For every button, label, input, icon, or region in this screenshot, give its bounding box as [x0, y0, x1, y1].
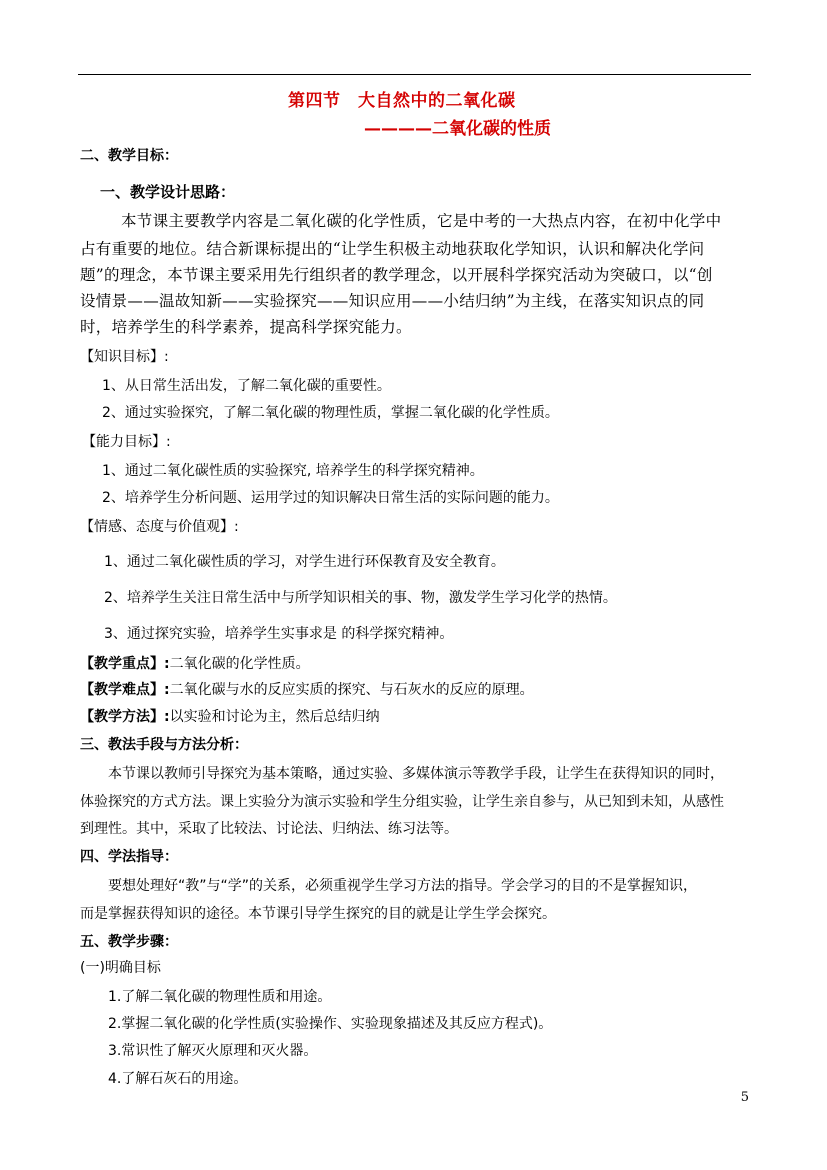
section-heading-objectives: 二、教学目标：	[80, 148, 178, 164]
step-item: 3.常识性了解灭火原理和灭火器。	[108, 1043, 318, 1059]
step-item: 2.掌握二氧化碳的化学性质(实验操作、实验现象描述及其反应方程式)。	[108, 1016, 553, 1032]
page-title: 第四节 大自然中的二氧化碳	[288, 91, 516, 111]
step-item: 1.了解二氧化碳的物理性质和用途。	[108, 989, 332, 1005]
emotion-item: 2、培养学生关注日常生活中与所学知识相关的事、物，激发学生学习化学的热情。	[104, 590, 617, 606]
section-heading-steps: 五、教学步骤：	[80, 934, 178, 950]
knowledge-heading: 【知识目标】:	[80, 349, 169, 365]
design-line: 占有重要的地位。结合新课标提出的“让学生积极主动地获取化学知识，认识和解决化学问	[80, 240, 705, 258]
section-heading-guidance: 四、学法指导：	[80, 849, 178, 865]
design-line: 本节课主要教学内容是二氧化碳的化学性质，它是中考的一大热点内容，在初中化学中	[121, 212, 722, 230]
difficulty-text: 二氧化碳与水的反应实质的探究、与石灰水的反应的原理。	[169, 682, 534, 698]
design-line: 设情景——温故知新——实验探究——知识应用——小结归纳”为主线，在落实知识点的同	[80, 292, 705, 310]
design-line: 题”的理念，本节课主要采用先行组织者的教学理念，以开展科学探究活动为突破口，以“创	[80, 266, 713, 284]
key-point	[80, 653, 310, 673]
method-label: 【教学方法】:	[80, 709, 170, 725]
difficulty-label: 【教学难点】:	[80, 682, 170, 698]
emotion-heading: 【情感、态度与价值观】:	[80, 519, 239, 535]
teaching-method	[80, 706, 380, 726]
analysis-line: 体验探究的方式方法。课上实验分为演示实验和学生分组实验，让学生亲自参与，从已知到未知，从感性	[80, 794, 724, 810]
section-heading-analysis: 三、教法手段与方法分析：	[80, 737, 248, 753]
page-number: 5	[740, 1090, 749, 1105]
method-text: 以实验和讨论为主，然后总结归纳	[169, 709, 380, 725]
knowledge-item: 1、从日常生活出发，了解二氧化碳的重要性。	[102, 378, 391, 394]
page-subtitle: ————二氧化碳的性质	[364, 119, 551, 139]
guidance-line: 而是掌握获得知识的途径。本节课引导学生探究的目的就是让学生学会探究。	[80, 906, 556, 922]
analysis-line: 本节课以教师引导探究为基本策略，通过实验、多媒体演示等教学手段，让学生在获得知识的同时，	[108, 766, 724, 782]
emotion-item: 3、通过探究实验，培养学生实事求是 的科学探究精神。	[104, 626, 454, 642]
guidance-line: 要想处理好“教”与“学”的关系，必须重视学生学习方法的指导。学会学习的目的不是掌握知识，	[108, 878, 698, 894]
knowledge-item: 2、通过实验探究，了解二氧化碳的物理性质，掌握二氧化碳的化学性质。	[102, 405, 559, 421]
step-item: 4.了解石灰石的用途。	[108, 1071, 248, 1087]
section-heading-design: 一、教学设计思路：	[100, 183, 236, 201]
ability-heading: 【能力目标】:	[82, 434, 171, 450]
emotion-item: 1、通过二氧化碳性质的学习，对学生进行环保教育及安全教育。	[104, 554, 505, 570]
difficulty-point	[80, 679, 534, 699]
key-point-label: 【教学重点】:	[80, 656, 170, 672]
key-point-text: 二氧化碳的化学性质。	[169, 656, 310, 672]
ability-item: 2、培养学生分析问题、运用学过的知识解决日常生活的实际问题的能力。	[102, 490, 559, 506]
analysis-line: 到理性。其中，采取了比较法、讨论法、归纳法、练习法等。	[80, 821, 458, 837]
design-line: 时，培养学生的科学素养，提高科学探究能力。	[80, 318, 412, 336]
header-rule	[78, 74, 751, 75]
step-heading: (一)明确目标	[80, 960, 161, 976]
ability-item: 1、通过二氧化碳性质的实验探究, 培养学生的科学探究精神。	[102, 463, 484, 479]
